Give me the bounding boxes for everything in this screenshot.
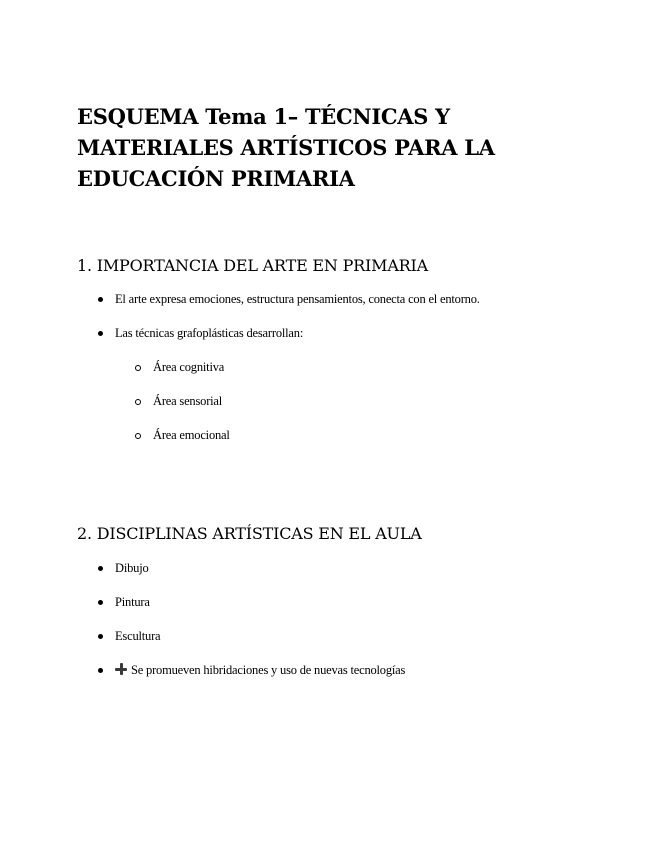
- section-heading-disciplinas: 2. DISCIPLINAS ARTÍSTICAS EN EL AULA: [77, 524, 422, 543]
- bullet-icon: [98, 634, 103, 639]
- list-item: [115, 662, 405, 678]
- bullet-icon: [98, 566, 103, 571]
- plus-icon: [115, 663, 127, 675]
- document-title: ESQUEMA Tema 1– TÉCNICAS Y MATERIALES ARTÍSTICOS PARA LA EDUCACIÓN PRIMARIA: [77, 104, 495, 191]
- list-item: Pintura: [115, 595, 150, 609]
- bullet-icon: [98, 600, 103, 605]
- list-item: Dibujo: [115, 561, 149, 575]
- list-item: Las técnicas grafoplásticas desarrollan:: [115, 326, 304, 340]
- sub-list-item: Área sensorial: [153, 394, 223, 408]
- sub-list-item: Área cognitiva: [153, 360, 225, 374]
- circle-bullet-icon: [135, 433, 141, 439]
- bullet-icon: [98, 331, 103, 336]
- bullet-icon: [98, 668, 103, 673]
- bullet-icon: [98, 297, 103, 302]
- list-item: El arte expresa emociones, estructura pensamientos, conecta con el entorno.: [115, 292, 480, 306]
- circle-bullet-icon: [135, 399, 141, 405]
- section-heading-importancia: 1. IMPORTANCIA DEL ARTE EN PRIMARIA: [77, 256, 428, 275]
- list-item: Escultura: [115, 629, 161, 643]
- sub-list-item: Área emocional: [153, 428, 230, 442]
- list-item-text: Se promueven hibridaciones y uso de nuevas tecnologías: [131, 663, 406, 677]
- circle-bullet-icon: [135, 365, 141, 371]
